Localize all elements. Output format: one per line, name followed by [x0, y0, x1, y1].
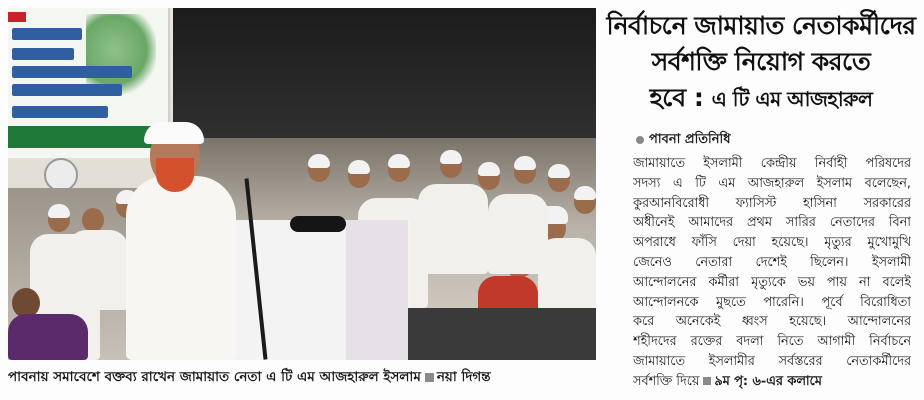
body-line: অপরাধে ফাঁসি দেয়া হয়েছে। মৃত্যুর মুখোমুখি: [633, 235, 911, 251]
photo-source: নয়া দিগন্ত: [436, 369, 491, 385]
body-line: জেনেও নেতারা দেশেই ছিলেন। ইসলামী: [633, 254, 911, 270]
byline: [636, 130, 731, 148]
body-line: সদস্য এ টি এম আজহারুল ইসলাম বলেছেন,: [633, 175, 911, 191]
body-line: আন্দোলনের কর্মীরা মৃত্যুকে ভয় পায় না বলেই: [633, 274, 911, 290]
body-line: জামায়াতে ইসলামী কেন্দ্রীয় নির্বাহী পরিষদের: [633, 156, 911, 171]
news-photo: [8, 8, 596, 360]
body-line: জামায়াতে ইসলামীর সর্বস্তরের নেতাকর্মীদের: [633, 353, 911, 369]
fan-icon: [44, 158, 78, 192]
square-bullet-icon: [703, 377, 711, 385]
headline-line-3-main: হবে :: [649, 83, 704, 112]
square-bullet-icon: [425, 373, 434, 382]
body-last-text: সর্বশক্তি দিয়ে: [633, 373, 700, 389]
photo-caption: [8, 366, 596, 388]
body-line: অধীনেই আমাদের প্রথম সারির নেতাদের বিনা: [633, 215, 911, 231]
photo-caption-text: পাবনায় সমাবেশে বক্তব্য রাখেন জামায়াত নেতা এ টি এম আজহারুল ইসলাম: [8, 369, 421, 385]
body-line: করে অনেকেই ধ্বংস হয়েছে। আন্দোলনের: [633, 314, 911, 330]
body-line: আন্দোলনকে মুছতে পারেনি। পূর্বে বিরোধিতা: [633, 294, 911, 310]
byline-text: পাবনা প্রতিনিধি: [649, 132, 731, 147]
map-graphic: [86, 14, 156, 94]
headline: [606, 8, 916, 122]
bullet-dot-icon: [636, 136, 644, 144]
headline-line-2: সর্বশক্তি নিয়োগ করতে: [651, 47, 871, 76]
headline-line-3-sub: এ টি এম আজহারুল: [711, 87, 873, 111]
headline-line-3: [606, 80, 916, 117]
body-last-line: [633, 372, 911, 392]
continuation-note: ৯ম পৃ: ৬-এর কলামে: [714, 373, 822, 389]
headline-line-1: নির্বাচনে জামায়াত নেতাকর্মীদের: [606, 11, 916, 40]
article-body: [633, 154, 911, 394]
body-line: কুরআনবিরোধী ফ্যাসিস্ট হাসিনা সরকারের: [633, 195, 911, 211]
microphone-icon: [290, 216, 346, 232]
body-line: শহীদদের রক্তের বদলা নিতে আগামী নির্বাচনে: [633, 334, 911, 350]
speaker: [126, 176, 236, 360]
